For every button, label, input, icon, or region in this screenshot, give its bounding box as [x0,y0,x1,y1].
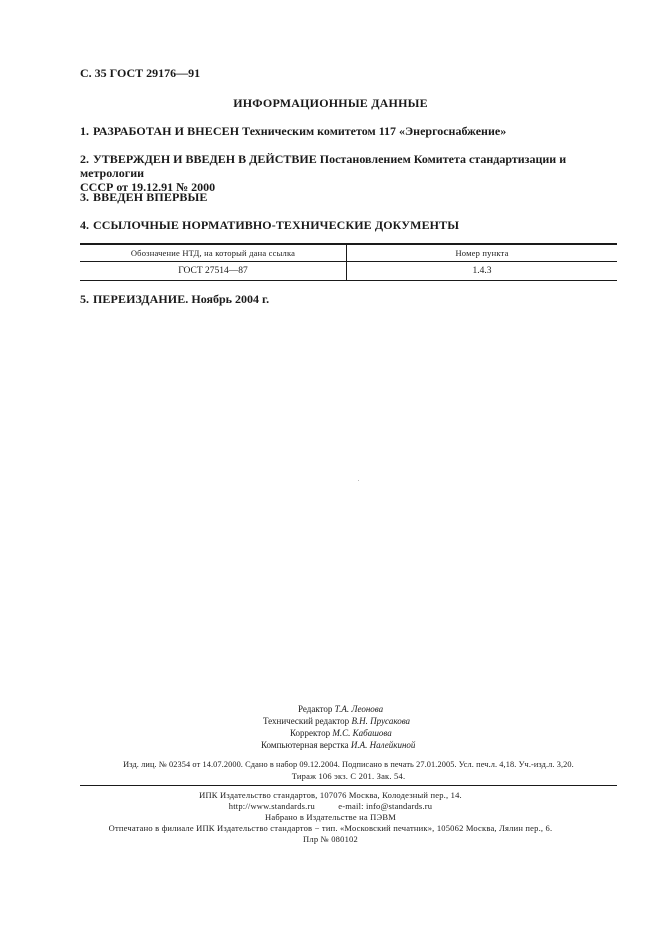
table-row [80,262,617,280]
item-number: 5. [80,292,89,306]
item-heading: ПЕРЕИЗДАНИЕ. [93,292,189,306]
website-link[interactable]: http://www.standards.ru [228,801,315,811]
table-header-row [80,245,617,262]
credit-layout [261,740,415,750]
imprint-line-5: Плр № 080102 [303,834,358,844]
credit-label: Корректор [290,728,331,738]
item-text: Техническим комитетом 117 «Энергоснабжение» [239,124,507,138]
item-number: 1. [80,124,89,138]
credit-label: Технический редактор [263,716,350,726]
credit-tech-editor [263,716,410,726]
item-text: Ноябрь 2004 г. [188,292,270,306]
table-header-cell: Обозначение НТД, на который дана ссылка [80,245,347,261]
section-title: ИНФОРМАЦИОННЫЕ ДАННЫЕ [233,96,428,110]
item-number: 4. [80,218,89,232]
table-cell: ГОСТ 27514—87 [80,262,347,280]
credit-label: Компьютерная верстка [261,740,349,750]
credit-name: И.А. Налейкиной [350,740,416,750]
item-heading: ССЫЛОЧНЫЕ НОРМАТИВНО-ТЕХНИЧЕСКИЕ ДОКУМЕНТЫ [93,218,460,232]
imprint-line-3: Набрано в Издательстве на ПЭВМ [265,812,396,822]
item-heading: ВВЕДЕН ВПЕРВЫЕ [93,190,208,204]
info-item-3 [80,190,207,205]
credit-name: М.С. Кабашова [332,728,392,738]
speck [358,480,359,481]
item-text: Постановлением Комитета стандартизации и метрологии [80,152,567,180]
table-cell: 1.4.3 [472,266,492,276]
credit-name: В.Н. Прусакова [351,716,411,726]
reference-table [80,243,617,281]
info-item-2 [80,152,620,194]
imprint-line-4: Отпечатано в филиале ИПК Издательство стандартов − тип. «Московский печатник», 105062 Москва, Лялин пер., 6. [108,823,553,833]
credit-editor [298,704,383,714]
info-item-4 [80,218,459,233]
divider [80,785,617,786]
imprint-contacts [0,801,661,811]
imprint-line-1: ИПК Издательство стандартов, 107076 Москва, Колодезный пер., 14. [199,790,462,800]
credit-name: Т.А. Леонова [334,704,384,714]
item-number: 3. [80,190,89,204]
page-header: С. 35 ГОСТ 29176—91 [80,66,201,80]
credit-proofreader [290,728,392,738]
item-number: 2. [80,152,89,166]
item-text-continuation: СССР от 19.12.91 № 2000 [80,180,216,194]
info-item-1 [80,124,506,139]
credit-label: Редактор [298,704,333,714]
publication-line-1: Изд. лиц. № 02354 от 14.07.2000. Сдано в набор 09.12.2004. Подписано в печать 27.01.2005. Усл. печ.л. 4,18. Уч.-изд.л. 3,20. [123,760,574,769]
table-header-cell: Номер пункта [455,248,509,258]
email-link[interactable]: e-mail: info@standards.ru [338,801,433,811]
publication-line-2: Тираж 106 экз. С 201. Зак. 54. [291,771,406,781]
item-heading: УТВЕРЖДЕН И ВВЕДЕН В ДЕЙСТВИЕ [93,152,317,166]
info-item-5 [80,292,269,307]
item-heading: РАЗРАБОТАН И ВНЕСЕН [93,124,240,138]
